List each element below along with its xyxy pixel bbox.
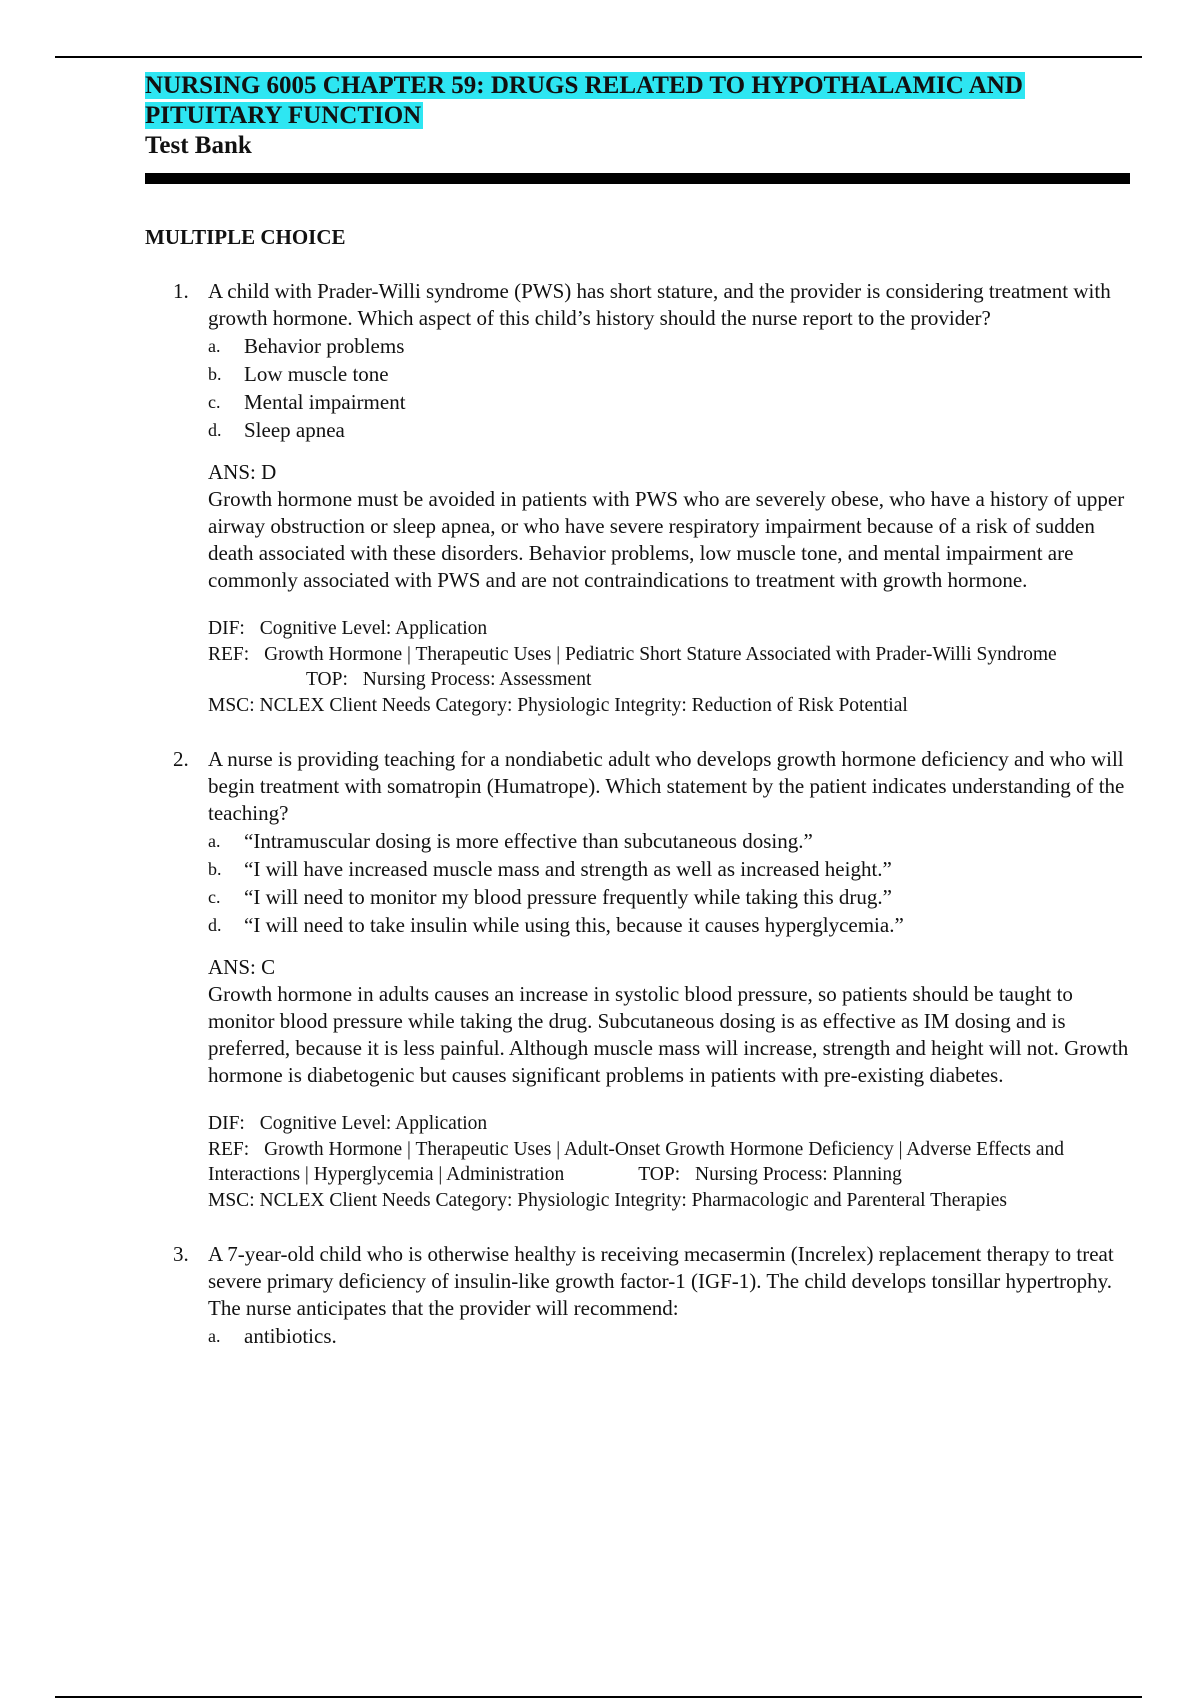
option-d	[208, 416, 1130, 444]
option-text: “Intramuscular dosing is more effective than subcutaneous dosing.”	[244, 829, 813, 853]
ref-value: Growth Hormone | Therapeutic Uses | Pediatric Short Stature Associated with Prader-Willi Syndrome	[264, 643, 1057, 665]
question-3	[145, 1241, 1130, 1350]
rationale: Growth hormone must be avoided in patients with PWS who are severely obese, who have a history of upper airway obstruction or sleep apnea, or who have severe respiratory impairment because of a risk of sudden death associated with these disorders. Behavior problems, low muscle tone, and mental impairment are commonly associated with PWS and are not contraindications to treatment with growth hormone.	[208, 487, 1125, 592]
ref-label: REF:	[208, 643, 250, 665]
ref-line	[208, 642, 1130, 693]
msc-line	[208, 1188, 1130, 1214]
msc-value: NCLEX Client Needs Category: Physiologic Integrity: Pharmacologic and Parenteral Therapies	[259, 1189, 1007, 1211]
option-b	[208, 360, 1130, 388]
option-text: “I will need to monitor my blood pressure frequently while taking this drug.”	[244, 885, 892, 909]
dif-value: Cognitive Level: Application	[259, 618, 488, 639]
question-number: 2.	[173, 747, 189, 771]
title-line-1: NURSING 6005 CHAPTER 59: DRUGS RELATED TO HYPOTHALAMIC AND	[145, 72, 1023, 99]
answer: ANS: C	[208, 955, 276, 979]
msc-label: MSC:	[208, 694, 255, 716]
option-c	[208, 883, 1130, 911]
question-metadata	[208, 1111, 1130, 1213]
dif-label: DIF:	[208, 1113, 245, 1134]
option-letter: a.	[208, 831, 221, 851]
msc-label: MSC:	[208, 1189, 255, 1211]
option-c	[208, 388, 1130, 416]
top-rule	[55, 56, 1142, 58]
ref-line	[208, 1137, 1130, 1188]
option-text: Low muscle tone	[244, 362, 389, 386]
section-heading: MULTIPLE CHOICE	[145, 225, 346, 249]
rationale: Growth hormone in adults causes an increase in systolic blood pressure, so patients should be taught to monitor blood pressure while taking the drug. Subcutaneous dosing is as effective as IM dosing and is preferred, because it is less painful. Although muscle mass will increase, strength and height will not. Growth hormone is diabetogenic but causes significant problems in patients with pre-existing diabetes.	[208, 982, 1129, 1087]
bottom-rule	[55, 1696, 1142, 1698]
dif-value: Cognitive Level: Application	[259, 1113, 488, 1134]
option-b	[208, 855, 1130, 883]
question-number: 3.	[173, 1242, 189, 1266]
answer: ANS: D	[208, 460, 277, 484]
option-letter: b.	[208, 364, 222, 384]
question-metadata	[208, 616, 1130, 718]
dif-line	[208, 616, 1130, 642]
document-page	[145, 71, 1130, 1350]
option-text: “I will need to take insulin while using this, because it causes hyperglycemia.”	[244, 913, 904, 937]
option-text: Mental impairment	[244, 390, 406, 414]
question-1	[145, 278, 1130, 718]
ref-label: REF:	[208, 1138, 250, 1160]
top-label: TOP:	[306, 669, 348, 690]
option-letter: d.	[208, 420, 222, 440]
top-value: Nursing Process: Planning	[694, 1164, 902, 1185]
option-text: Behavior problems	[244, 334, 405, 358]
option-letter: b.	[208, 859, 222, 879]
dif-label: DIF:	[208, 618, 245, 639]
option-a	[208, 827, 1130, 855]
title-line-2: PITUITARY FUNCTION	[145, 102, 422, 129]
question-stem: A child with Prader-Willi syndrome (PWS) has short stature, and the provider is considering treatment with growth hormone. Which aspect of this child’s history should the nurse report to the provider?	[208, 279, 1111, 330]
option-text: Sleep apnea	[244, 418, 345, 442]
top-label: TOP:	[638, 1164, 681, 1185]
option-text: antibiotics.	[244, 1324, 337, 1348]
option-letter: a.	[208, 1326, 221, 1346]
ref-value: Growth Hormone | Therapeutic Uses | Adult-Onset Growth Hormone Deficiency | Adverse Effects and Interactions | Hyperglycemia | Administration	[208, 1138, 1065, 1185]
option-d	[208, 911, 1130, 939]
document-title	[145, 71, 1130, 131]
top-value: Nursing Process: Assessment	[362, 669, 592, 690]
option-letter: c.	[208, 392, 221, 412]
option-list	[208, 1322, 1130, 1350]
dif-line	[208, 1111, 1130, 1137]
option-letter: c.	[208, 887, 221, 907]
option-list	[208, 332, 1130, 444]
title-divider	[145, 173, 1130, 184]
option-text: “I will have increased muscle mass and strength as well as increased height.”	[244, 857, 892, 881]
question-2	[145, 746, 1130, 1213]
option-a	[208, 332, 1130, 360]
question-stem: A nurse is providing teaching for a nondiabetic adult who develops growth hormone deficiency and who will begin treatment with somatropin (Humatrope). Which statement by the patient indicates understanding of the teaching?	[208, 747, 1125, 825]
question-stem: A 7-year-old child who is otherwise healthy is receiving mecasermin (Increlex) replacement therapy to treat severe primary deficiency of insulin-like growth factor-1 (IGF-1). The child develops tonsillar hypertrophy. The nurse anticipates that the provider will recommend:	[208, 1242, 1114, 1320]
msc-value: NCLEX Client Needs Category: Physiologic Integrity: Reduction of Risk Potential	[259, 694, 908, 716]
option-a	[208, 1322, 1130, 1350]
document-subtitle: Test Bank	[145, 132, 252, 159]
option-letter: d.	[208, 915, 222, 935]
option-letter: a.	[208, 336, 221, 356]
option-list	[208, 827, 1130, 939]
question-number: 1.	[173, 279, 189, 303]
msc-line	[208, 693, 1130, 719]
